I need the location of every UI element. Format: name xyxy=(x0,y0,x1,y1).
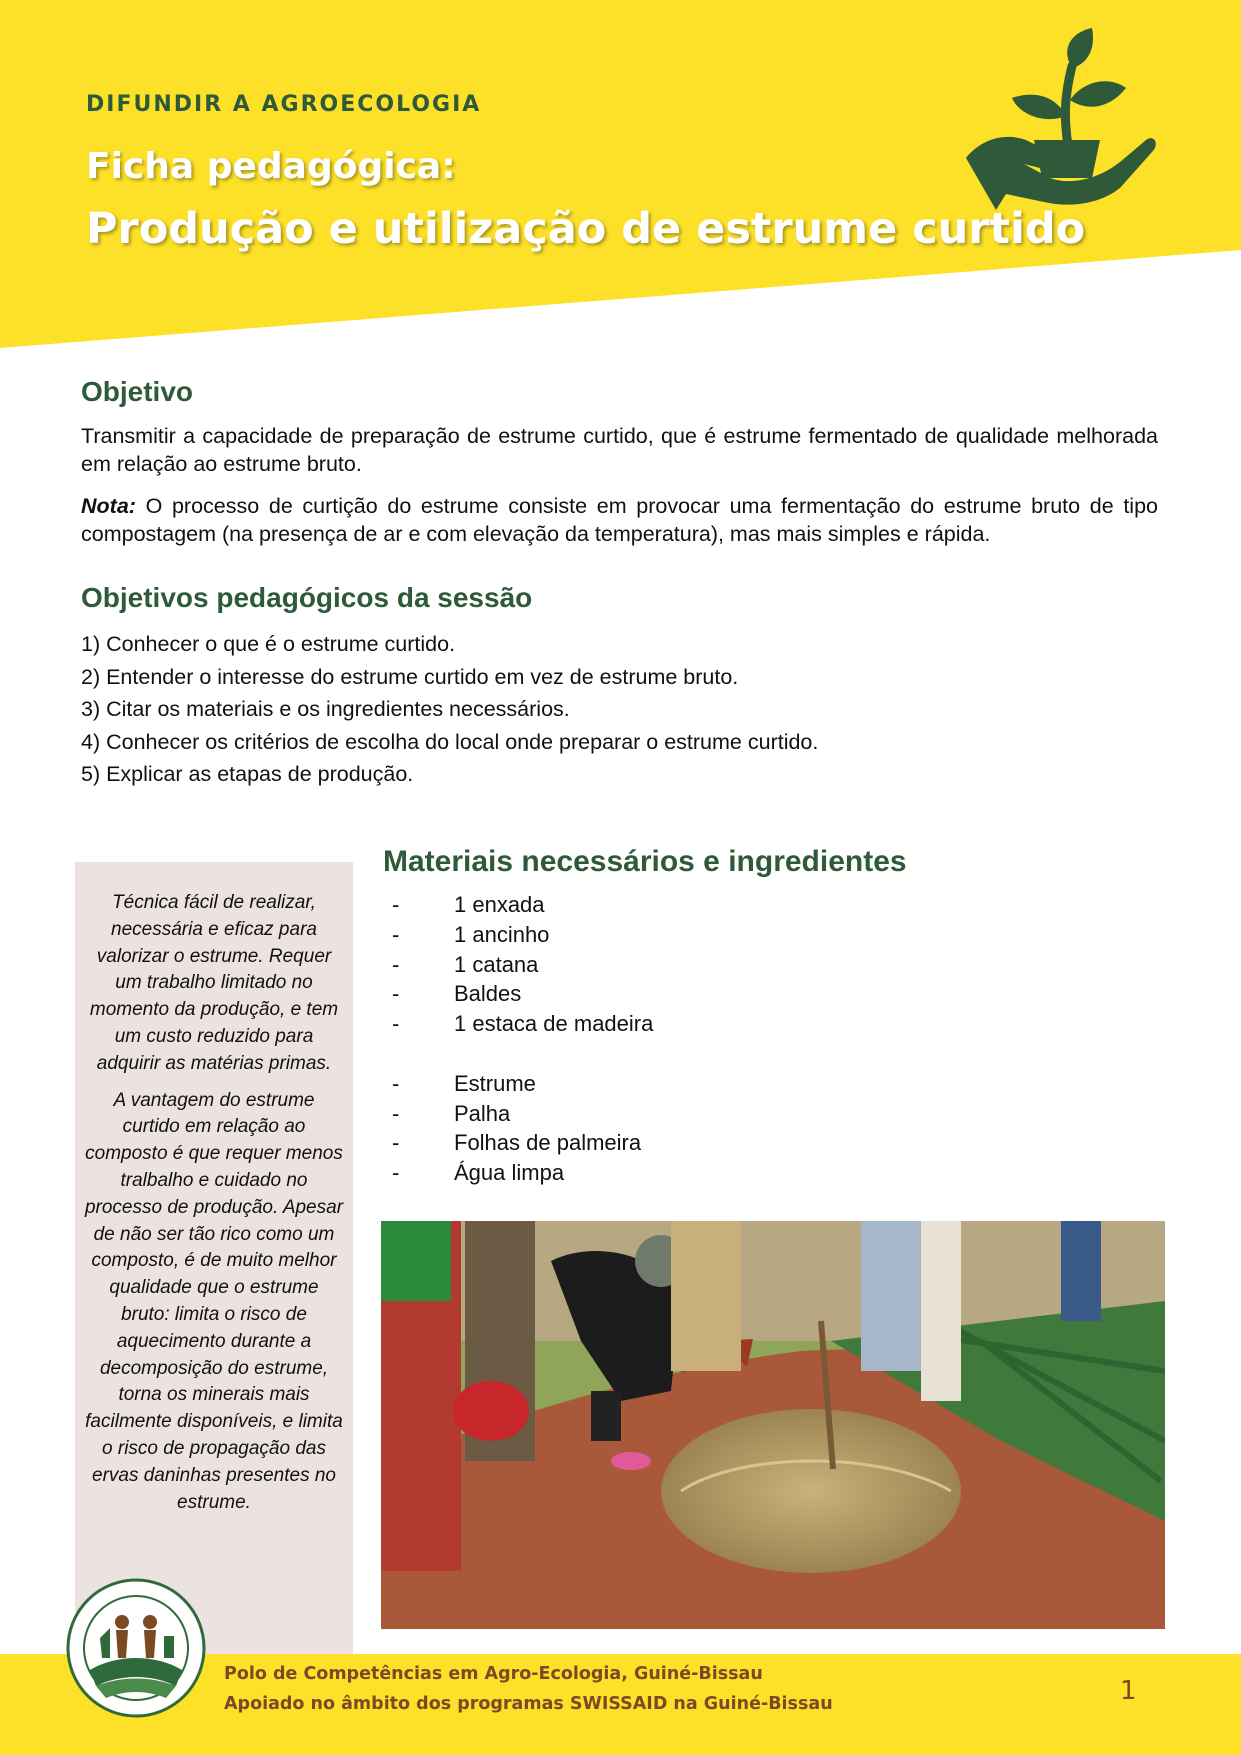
materials-heading: Materiais necessários e ingredientes xyxy=(383,845,907,878)
hand-holding-sprout-icon xyxy=(960,28,1156,218)
objective-heading: Objetivo xyxy=(81,376,194,407)
list-item: 2) Entender o interesse do estrume curtido em vez de estrume bruto. xyxy=(81,664,739,689)
pedagogical-heading: Objetivos pedagógicos da sessão xyxy=(81,582,533,613)
list-item: - Água limpa xyxy=(392,1160,565,1186)
objective-note xyxy=(81,492,1158,548)
sidebar-text xyxy=(84,890,344,1526)
objective-text: Transmitir a capacidade de preparação de estrume curtido, que é estrume fermentado de qualidade melhorada em relação ao estrume bruto. xyxy=(81,424,1158,476)
list-spacer xyxy=(392,1039,653,1069)
list-item: - 1 ancinho xyxy=(392,921,550,947)
page-title: Produção e utilização de estrume curtido xyxy=(86,204,1086,254)
list-item: - Baldes xyxy=(392,981,522,1007)
list-item: - 1 estaca de madeira xyxy=(392,1011,654,1037)
note-text: O processo de curtição do estrume consiste em provocar uma fermentação do estrume bruto de tipo compostagem (na presença de ar e com elevação da temperatura), mas mais simples e rápida. xyxy=(81,494,1158,546)
materials-list xyxy=(392,890,653,1188)
footer-organization: Polo de Competências em Agro-Ecologia, Guiné-Bissau xyxy=(224,1664,763,1684)
page-title-prefix: Ficha pedagógica: xyxy=(86,146,456,187)
list-item: - Palha xyxy=(392,1100,511,1126)
list-item: - 1 enxada xyxy=(392,892,545,917)
list-item: - 1 catana xyxy=(392,951,539,977)
list-item: - Estrume xyxy=(392,1070,536,1096)
list-item: 4) Conhecer os critérios de escolha do local onde preparar o estrume curtido. xyxy=(81,729,819,754)
list-item: 1) Conhecer o que é o estrume curtido. xyxy=(81,632,456,656)
list-item: - Folhas de palmeira xyxy=(392,1130,642,1156)
manure-preparation-photo xyxy=(381,1221,1165,1629)
sidebar-paragraph-1: Técnica fácil de realizar, necessária e eficaz para valorizar o estrume. Requer um trabalho limitado no momento da produção, e tem um custo reduzido para adquirir as matérias primas. xyxy=(89,892,339,1074)
footer-support: Apoiado no âmbito dos programas SWISSAID na Guiné-Bissau xyxy=(224,1694,833,1714)
note-label: Nota: xyxy=(81,494,136,518)
list-item: 3) Citar os materiais e os ingredientes necessários. xyxy=(81,697,570,721)
page-number: 1 xyxy=(1120,1676,1137,1706)
header-kicker: DIFUNDIR A AGROECOLOGIA xyxy=(86,92,482,117)
sidebar-paragraph-2: A vantagem do estrume curtido em relação ao composto é que requer menos tralbalho e cuidado no processo de produção. Apesar de não ser tão rico como um composto, é de muito melhor qualidade que o estrume bruto: limita o risco de aquecimento durante a decomposição do estrume, torna os minerais mais facilmente disponíveis, e limita o risco de propagação das ervas daninhas presentes no estrume. xyxy=(84,1089,344,1513)
list-item: 5) Explicar as etapas de produção. xyxy=(81,762,414,786)
pedagogical-list xyxy=(81,628,818,791)
polo-competencias-seal-icon xyxy=(66,1578,206,1718)
